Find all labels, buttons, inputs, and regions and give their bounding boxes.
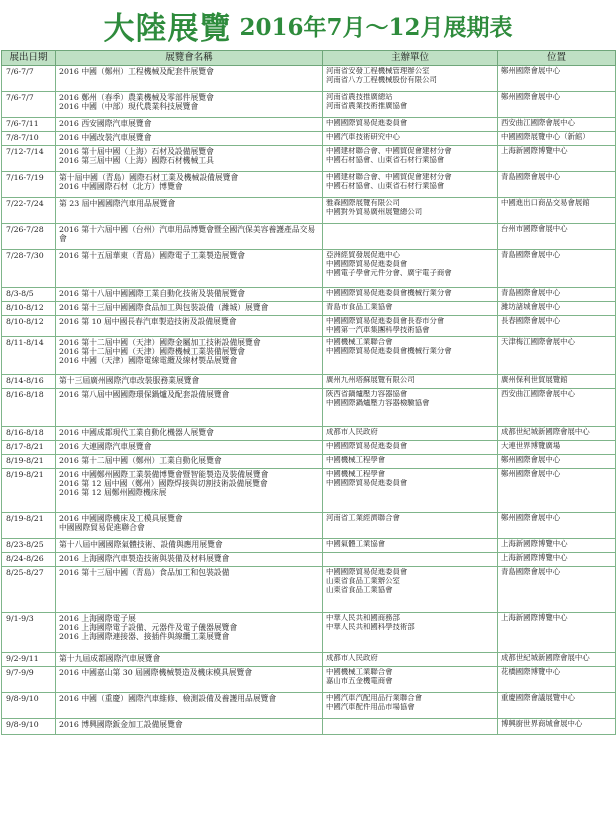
- table-row: [2, 374, 616, 388]
- row-exhibition-name: [56, 468, 323, 512]
- row-organizer-line: 中國國際貿易促進委員會: [326, 119, 408, 127]
- row-location: 台州市國際會展中心: [498, 224, 616, 250]
- row-organizer-line: 中國石材協會、山東省石材行業協會: [326, 155, 445, 164]
- row-date: 7/6-7/11: [2, 118, 56, 132]
- table-row: [2, 468, 616, 512]
- row-organizer: [323, 652, 498, 666]
- row-exhibition-name-line: 2016 第八屆中國國際環保鍋爐及配套設備展覽會: [59, 389, 230, 399]
- row-exhibition-name-line: 2016 中國嘉山第 30 屆國際機械製造及機床模具展覽會: [59, 667, 253, 677]
- row-exhibition-name-line: 2016 第三屆中國（上海）國際石材機械工具: [59, 156, 214, 166]
- table-row: [2, 288, 616, 302]
- row-location: 上海新國際博覽中心: [498, 552, 616, 566]
- row-location: 青島國際會展中心: [498, 172, 616, 198]
- row-location: 鄭州國際會展中心: [498, 92, 616, 118]
- row-date: 7/12-7/14: [2, 146, 56, 172]
- row-exhibition-name: [56, 426, 323, 440]
- row-exhibition-name: [56, 692, 323, 718]
- row-organizer-line: 陝西省鍋爐壓力容器協會: [326, 389, 408, 398]
- row-organizer: [323, 512, 498, 538]
- row-exhibition-name: [56, 336, 323, 374]
- row-organizer: [323, 538, 498, 552]
- row-location: 中國進出口商品交易會展館: [498, 198, 616, 224]
- row-organizer: [323, 374, 498, 388]
- row-exhibition-name-line: 第 23 屆中國國際汽車用品展覽會: [59, 199, 176, 208]
- table-row: [2, 692, 616, 718]
- table-row: [2, 132, 616, 146]
- row-exhibition-name: [56, 388, 323, 426]
- row-exhibition-name-line: 中國國際貿易促進聯合會: [59, 523, 145, 533]
- table-row: [2, 666, 616, 692]
- row-location: 上海新國際博覽中心: [498, 146, 616, 172]
- row-date: 9/2-9/11: [2, 652, 56, 666]
- row-date: 9/1-9/3: [2, 612, 56, 652]
- row-organizer-line: 中國國際貿易促進委員會機械行業分會: [326, 289, 452, 297]
- row-exhibition-name-line: 第十三屆廣州國際汽車改裝服務業展覽會: [59, 375, 200, 385]
- row-date: 8/14-8/16: [2, 374, 56, 388]
- row-exhibition-name-line: 2016 中國國際機床及工模具展覽會: [59, 513, 183, 523]
- row-date: 9/7-9/9: [2, 666, 56, 692]
- row-organizer-line: 中國建材聯合會、中國貿促會建材分會: [326, 147, 452, 155]
- row-organizer-line: 河南省安發工程機械管理辦公室: [326, 67, 430, 75]
- table-row: [2, 224, 616, 250]
- row-date: 8/25-8/27: [2, 566, 56, 612]
- row-exhibition-name-line: 2016 第十二屆中國（天津）國際金屬加工技術設備展覽會: [59, 337, 261, 347]
- row-exhibition-name-line: 2016 上海國際連接器、接插件與線纜工業展覽會: [59, 632, 230, 642]
- title-sub: 2016年7月～12月展期表: [239, 13, 513, 41]
- row-date: 8/10-8/12: [2, 302, 56, 316]
- row-organizer: [323, 388, 498, 426]
- row-exhibition-name: [56, 92, 323, 118]
- row-exhibition-name: [56, 172, 323, 198]
- row-exhibition-name-line: 2016 中國成都現代工業自動化機器人展覽會: [59, 427, 214, 437]
- row-date: 8/16-8/18: [2, 388, 56, 426]
- row-organizer: [323, 692, 498, 718]
- row-exhibition-name-line: 2016 第十八屆中國國際工業自動化技術及裝備展覽會: [59, 289, 246, 298]
- table-row: [2, 118, 616, 132]
- row-organizer: [323, 224, 498, 250]
- row-organizer-line: 中國第一汽車集團科學技術協會: [326, 325, 430, 334]
- table-row: [2, 440, 616, 454]
- row-date: 7/28-7/30: [2, 250, 56, 288]
- table-row: [2, 92, 616, 118]
- row-organizer-line: 中國石材協會、山東省石材行業協會: [326, 181, 445, 190]
- row-location: 鄭州國際會展中心: [498, 66, 616, 92]
- row-exhibition-name: [56, 612, 323, 652]
- row-exhibition-name-line: 2016 上海國際電子展: [59, 613, 136, 623]
- title-main: 大陸展覽: [103, 10, 232, 47]
- table-row: [2, 302, 616, 316]
- row-exhibition-name: [56, 454, 323, 468]
- row-location: 青島國際會展中心: [498, 250, 616, 288]
- row-organizer-line: 中華人民共和國商務部: [326, 613, 400, 622]
- row-location: 大連世界博覽廣場: [498, 440, 616, 454]
- table-row: [2, 512, 616, 538]
- table-row: [2, 552, 616, 566]
- row-organizer: [323, 302, 498, 316]
- row-exhibition-name: [56, 512, 323, 538]
- table-row: [2, 66, 616, 92]
- row-organizer: [323, 118, 498, 132]
- row-organizer-line: 山東省食品工業協會: [326, 585, 393, 594]
- row-exhibition-name-line: 2016 中國鄭州國際工業裝備博覽會暨智能製造及裝備展覽會: [59, 469, 269, 479]
- row-organizer-line: 河南省八方工程機械股份有限公司: [326, 75, 437, 84]
- row-exhibition-name-line: 2016 第十五屆華東（青島）國際電子工業製造展覽會: [59, 251, 246, 260]
- row-date: 8/16-8/18: [2, 426, 56, 440]
- row-organizer: [323, 440, 498, 454]
- row-exhibition-name-line: 2016 第十屆中國（上海）石材及設備展覽會: [59, 147, 214, 156]
- row-exhibition-name-line: 2016 中國改裝汽車展覽會: [59, 133, 152, 142]
- header-organizer: 主辦單位: [323, 51, 498, 66]
- row-organizer-line: 中國國際貿易促進委員會: [326, 441, 408, 450]
- exhibition-schedule-table: [1, 50, 616, 735]
- row-exhibition-name-line: 2016 大連國際汽車展覽會: [59, 441, 152, 451]
- table-row: [2, 612, 616, 652]
- row-organizer-line: 雅森國際展覽有限公司: [326, 199, 400, 207]
- row-date: 7/6-7/7: [2, 66, 56, 92]
- row-location: 上海新國際博覽中心: [498, 538, 616, 552]
- row-organizer: [323, 250, 498, 288]
- row-date: 7/26-7/28: [2, 224, 56, 250]
- row-organizer-line: 山東省食品工業辦公室: [326, 576, 400, 585]
- row-exhibition-name: [56, 566, 323, 612]
- row-organizer-line: 河南省農技推廣總站: [326, 93, 393, 101]
- table-row: [2, 336, 616, 374]
- row-exhibition-name: [56, 538, 323, 552]
- row-exhibition-name: [56, 250, 323, 288]
- row-location: 成都世紀城新國際會展中心: [498, 426, 616, 440]
- row-location: 鄭州國際會展中心: [498, 512, 616, 538]
- row-exhibition-name: [56, 652, 323, 666]
- row-organizer: [323, 66, 498, 92]
- row-exhibition-name: [56, 132, 323, 146]
- row-organizer: [323, 198, 498, 224]
- row-organizer-line: 河南省工業經濟聯合會: [326, 513, 400, 522]
- table-row: [2, 250, 616, 288]
- row-location: 花橋國際博覽中心: [498, 666, 616, 692]
- row-organizer-line: 成都市人民政府: [326, 653, 378, 662]
- header-date: 展出日期: [2, 51, 56, 66]
- table-row: [2, 146, 616, 172]
- row-location: 西安曲江國際會展中心: [498, 388, 616, 426]
- row-location: 上海新國際博覽中心: [498, 612, 616, 652]
- row-date: 7/8-7/10: [2, 132, 56, 146]
- row-location: 青島國際會展中心: [498, 566, 616, 612]
- row-exhibition-name-line: 2016 第十六屆中國（台州）汽車用品博覽會暨全國汽保美容養護產品交易會: [59, 225, 316, 244]
- row-date: 8/17-8/21: [2, 440, 56, 454]
- row-exhibition-name-line: 2016 上海國際電子設備、元器件及電子儀器展覽會: [59, 623, 238, 633]
- row-exhibition-name-line: 2016 第 12 屆中國（鄭州）國際焊接與切割技術設備展覽會: [59, 479, 268, 489]
- row-organizer: [323, 468, 498, 512]
- table-row: [2, 198, 616, 224]
- row-location: 博興廚世界商城會展中心: [498, 718, 616, 734]
- row-exhibition-name-line: 2016 博興國際鈑金加工設備展覽會: [59, 719, 183, 729]
- page-title: [0, 0, 616, 50]
- row-date: 7/6-7/7: [2, 92, 56, 118]
- row-exhibition-name: [56, 552, 323, 566]
- row-location: 長春國際會展中心: [498, 316, 616, 337]
- row-organizer-line: 中國國際貿易促進委員會: [326, 478, 408, 487]
- row-organizer-line: 中國機械工程學會: [326, 455, 386, 464]
- row-date: 9/8-9/10: [2, 718, 56, 734]
- row-organizer-line: 嘉山市五金機電商會: [326, 676, 393, 685]
- row-location: 鄭州國際會展中心: [498, 454, 616, 468]
- row-exhibition-name-line: 2016 第十三屆中國國際食品加工與包裝設備（濰城）展覽會: [59, 303, 269, 312]
- row-exhibition-name: [56, 288, 323, 302]
- row-exhibition-name: [56, 316, 323, 337]
- row-organizer: [323, 566, 498, 612]
- table-row: [2, 718, 616, 734]
- row-exhibition-name: [56, 718, 323, 734]
- row-organizer: [323, 132, 498, 146]
- row-location: 西安曲江國際會展中心: [498, 118, 616, 132]
- row-exhibition-name-line: 第十屆中國（青島）國際石材工業及機械設備展覽會: [59, 173, 239, 182]
- row-organizer-line: 廣州九州塔蘇展覽有限公司: [326, 375, 415, 384]
- table-body: [2, 66, 616, 735]
- row-organizer: [323, 336, 498, 374]
- row-exhibition-name-line: 2016 第 10 屆中國長春汽車製造技術及設備展覽會: [59, 317, 237, 326]
- row-organizer-line: 河南省農業技術推廣協會: [326, 101, 408, 110]
- row-organizer: [323, 92, 498, 118]
- row-organizer: [323, 172, 498, 198]
- row-organizer-line: 中華人民共和國科學技術部: [326, 622, 415, 631]
- row-exhibition-name-line: 2016 中國（天津）國際電線電纜及線材製品展覽會: [59, 356, 238, 366]
- table-row: [2, 172, 616, 198]
- row-organizer-line: 亞洲經貿發展促進中心: [326, 251, 400, 259]
- row-organizer: [323, 718, 498, 734]
- row-organizer: [323, 146, 498, 172]
- row-organizer-line: 中國汽車配件用品市場協會: [326, 702, 415, 711]
- row-organizer-line: 中國國際貿易促進委員會長春市分會: [326, 317, 445, 325]
- header-exhibition-name: 展覽會名稱: [56, 51, 323, 66]
- row-date: 7/16-7/19: [2, 172, 56, 198]
- table-row: [2, 538, 616, 552]
- row-location: 重慶國際會議展覽中心: [498, 692, 616, 718]
- row-organizer-line: 中國汽車汽配用品行業聯合會: [326, 693, 423, 702]
- row-location: 青島國際會展中心: [498, 288, 616, 302]
- row-exhibition-name-line: 2016 鄭州（春季）農業機械及零部件展覽會: [59, 93, 214, 102]
- row-exhibition-name-line: 2016 中國國際石材（北方）博覽會: [59, 182, 183, 192]
- row-location: 天津梅江國際會展中心: [498, 336, 616, 374]
- table-row: [2, 454, 616, 468]
- row-organizer-line: 中國國際貿易促進委員會: [326, 259, 408, 268]
- row-date: 8/19-8/21: [2, 512, 56, 538]
- row-organizer-line: 中國機械工業聯合會: [326, 667, 393, 676]
- row-organizer: [323, 426, 498, 440]
- row-date: 8/11-8/14: [2, 336, 56, 374]
- row-exhibition-name-line: 2016 中國（鄭州）工程機械及配套件展覽會: [59, 67, 214, 76]
- row-exhibition-name-line: 第十八屆中國國際氣體技術、設備與應用展覽會: [59, 539, 223, 549]
- row-exhibition-name-line: 2016 第十二屆中國（天津）國際機械工業裝備展覽會: [59, 347, 246, 357]
- row-organizer-line: 青島市食品工業協會: [326, 303, 393, 311]
- row-date: 8/23-8/25: [2, 538, 56, 552]
- row-location: 濰坊諸城會展中心: [498, 302, 616, 316]
- row-organizer-line: 中國對外貿易廣州展覽總公司: [326, 207, 423, 216]
- row-organizer: [323, 666, 498, 692]
- row-organizer: [323, 612, 498, 652]
- table-row: [2, 388, 616, 426]
- row-date: 9/8-9/10: [2, 692, 56, 718]
- row-date: 8/24-8/26: [2, 552, 56, 566]
- row-exhibition-name: [56, 66, 323, 92]
- row-organizer: [323, 316, 498, 337]
- table-row: [2, 566, 616, 612]
- row-organizer-line: 中國電子學會元件分會、廣宇電子商會: [326, 268, 452, 277]
- table-row: [2, 316, 616, 337]
- row-exhibition-name: [56, 440, 323, 454]
- row-exhibition-name: [56, 374, 323, 388]
- table-row: [2, 652, 616, 666]
- row-date: 7/22-7/24: [2, 198, 56, 224]
- row-location: 中國國際展覽中心（新館）: [498, 132, 616, 146]
- row-organizer-line: 中國國際鍋爐壓力容器檢驗協會: [326, 398, 430, 407]
- row-exhibition-name-line: 2016 第十三屆中國（青島）食品加工和包裝設備: [59, 567, 230, 577]
- row-date: 8/19-8/21: [2, 454, 56, 468]
- row-exhibition-name-line: 第十九屆成都國際汽車展覽會: [59, 653, 161, 663]
- row-exhibition-name: [56, 666, 323, 692]
- row-exhibition-name: [56, 302, 323, 316]
- row-organizer-line: 成都市人民政府: [326, 427, 378, 436]
- row-exhibition-name-line: 2016 中國（中部）現代農業科技展覽會: [59, 102, 199, 112]
- row-exhibition-name: [56, 224, 323, 250]
- row-organizer-line: 中國機械工程學會: [326, 469, 386, 478]
- table-header-row: [2, 51, 616, 66]
- row-organizer: [323, 552, 498, 566]
- row-date: 8/19-8/21: [2, 468, 56, 512]
- row-organizer-line: 中國國際貿易促進委員會: [326, 567, 408, 576]
- row-exhibition-name-line: 2016 西安國際汽車展覽會: [59, 119, 152, 128]
- row-exhibition-name-line: 2016 上海國際汽車製造技術與裝備及材料展覽會: [59, 553, 230, 563]
- row-exhibition-name: [56, 198, 323, 224]
- table-row: [2, 426, 616, 440]
- row-location: 廣州保利世貿展覽館: [498, 374, 616, 388]
- row-date: 8/3-8/5: [2, 288, 56, 302]
- row-date: 8/10-8/12: [2, 316, 56, 337]
- row-organizer: [323, 288, 498, 302]
- row-organizer: [323, 454, 498, 468]
- row-organizer-line: 中國氣體工業協會: [326, 539, 386, 548]
- row-exhibition-name: [56, 118, 323, 132]
- row-location: 鄭州國際會展中心: [498, 468, 616, 512]
- row-exhibition-name-line: 2016 第十二屆中國（鄭州）工業自動化展覽會: [59, 455, 222, 465]
- row-exhibition-name-line: 2016 中國（重慶）國際汽車維修、檢測設備及養護用品展覽會: [59, 693, 277, 703]
- row-organizer-line: 中國建材聯合會、中國貿促會建材分會: [326, 173, 452, 181]
- row-organizer-line: 中國汽車技術研究中心: [326, 133, 400, 141]
- row-organizer-line: 中國國際貿易促進委員會機械行業分會: [326, 346, 452, 355]
- row-organizer-line: 中國機械工業聯合會: [326, 337, 393, 346]
- header-location: 位置: [498, 51, 616, 66]
- row-exhibition-name-line: 2016 第 12 屆鄭州國際機床展: [59, 488, 167, 498]
- row-location: 成都世紀城新國際會展中心: [498, 652, 616, 666]
- row-exhibition-name: [56, 146, 323, 172]
